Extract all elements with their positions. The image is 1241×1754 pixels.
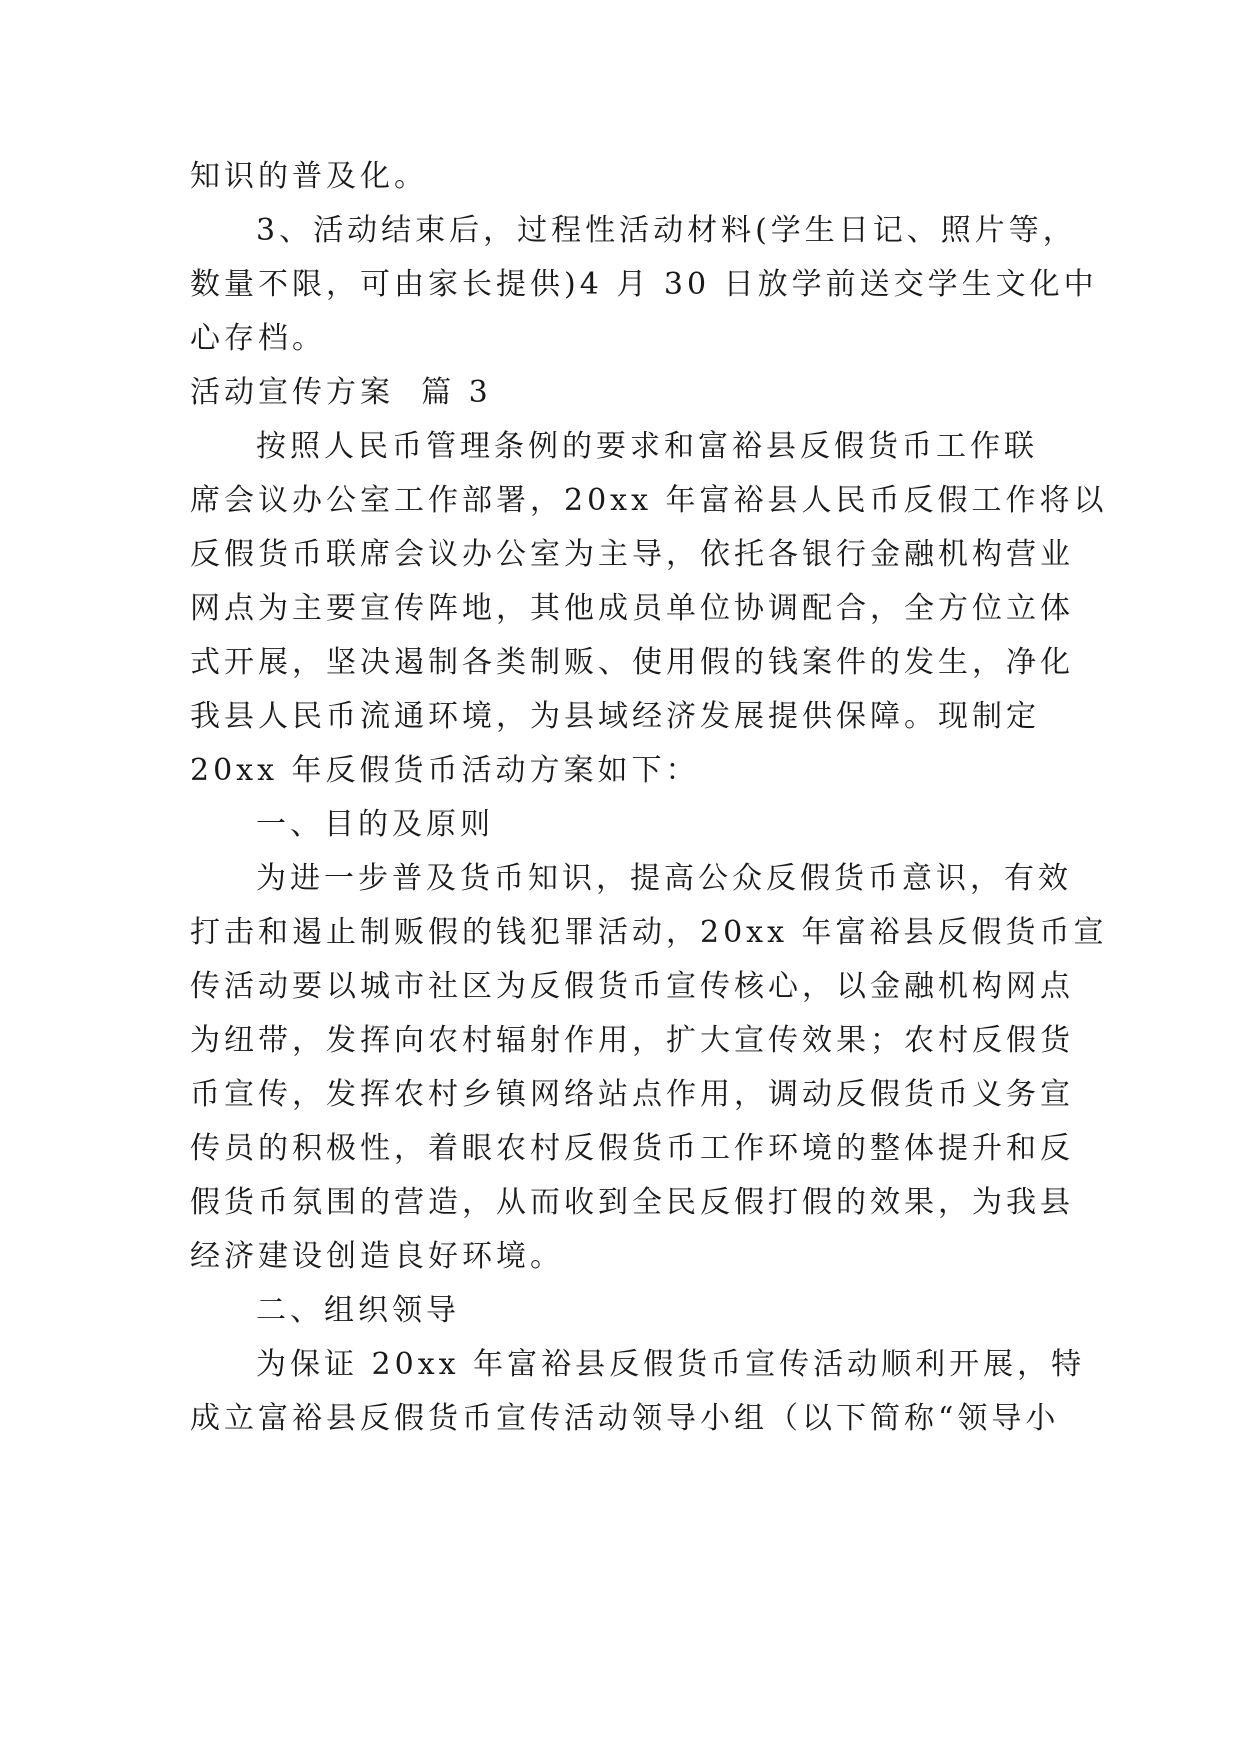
text-line: 知识的普及化。 [190, 159, 428, 194]
text-line: 经济建设创造良好环境。 [190, 1239, 564, 1274]
document-body [190, 150, 1108, 1446]
text-line: 币宣传，发挥农村乡镇网络站点作用，调动反假货币义务宣 [190, 1077, 1074, 1112]
text-line: 成立富裕县反假货币宣传活动领导小组（以下简称“领导小 [190, 1401, 1060, 1436]
text-line: 数量不限，可由家长提供)4 月 30 日放学前送交学生文化中 [190, 267, 1098, 302]
text-line: 打击和遏止制贩假的钱犯罪活动，20xx 年富裕县反假货币宣 [190, 915, 1108, 950]
text-line: 为纽带，发挥向农村辐射作用，扩大宣传效果；农村反假货 [190, 1023, 1074, 1058]
text-line: 传员的积极性，着眼农村反假货币工作环境的整体提升和反 [190, 1131, 1074, 1166]
text-line: 网点为主要宣传阵地，其他成员单位协调配合，全方位立体 [190, 591, 1074, 626]
text-line: 席会议办公室工作部署，20xx 年富裕县人民币反假工作将以 [190, 483, 1108, 518]
text-line: 式开展，坚决遏制各类制贩、使用假的钱案件的发生，净化 [190, 645, 1074, 680]
section-heading: 二、组织领导 [256, 1293, 460, 1328]
text-line: 传活动要以城市社区为反假货币宣传核心，以金融机构网点 [190, 969, 1074, 1004]
text-line: 假货币氛围的营造，从而收到全民反假打假的效果，为我县 [190, 1185, 1074, 1220]
text-line: 按照人民币管理条例的要求和富裕县反假货币工作联 [256, 429, 1038, 464]
text-line: 心存档。 [190, 321, 326, 356]
text-line: 为进一步普及货币知识，提高公众反假货币意识，有效 [256, 861, 1072, 896]
text-line: 反假货币联席会议办公室为主导，依托各银行金融机构营业 [190, 537, 1074, 572]
text-line: 3、活动结束后，过程性活动材料(学生日记、照片等， [256, 213, 1077, 248]
text-line: 我县人民币流通环境，为县域经济发展提供保障。现制定 [190, 699, 1040, 734]
text-line: 为保证 20xx 年富裕县反假货币宣传活动顺利开展，特 [256, 1347, 1086, 1382]
text-line: 20xx 年反假货币活动方案如下： [190, 753, 700, 788]
section-title: 活动宣传方案 篇 3 [190, 375, 492, 410]
section-heading: 一、目的及原则 [256, 807, 494, 842]
